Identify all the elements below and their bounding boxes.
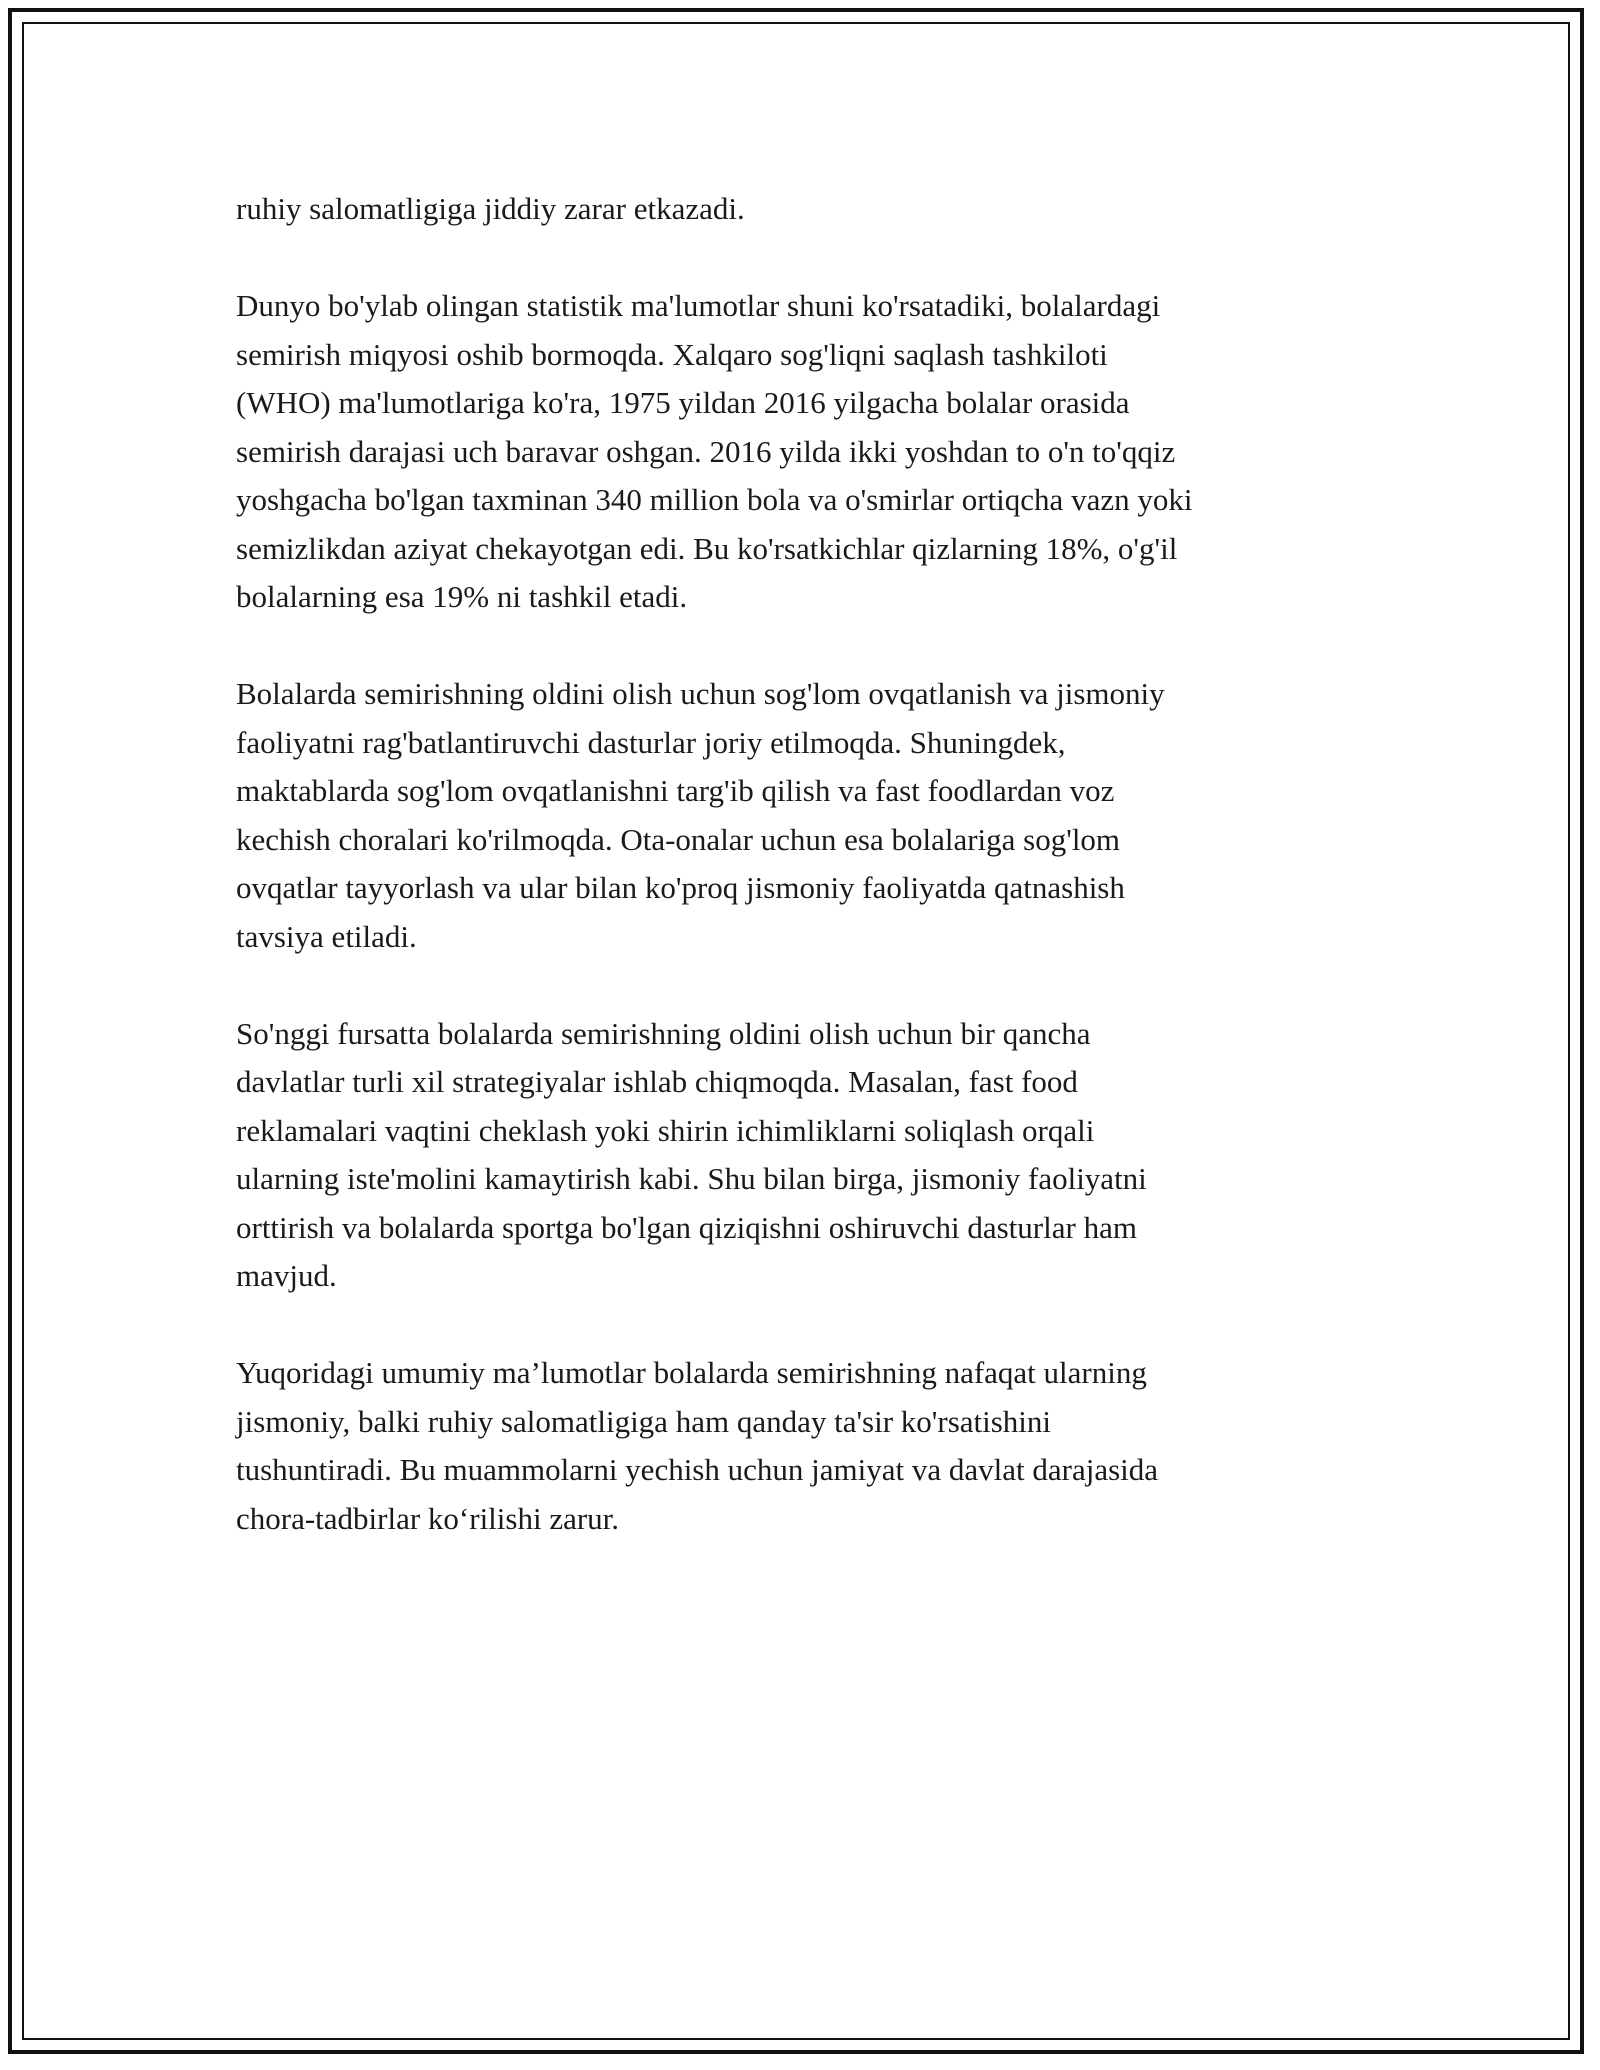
paragraph-1: ruhiy salomatligiga jiddiy zarar etkazadi. <box>236 191 745 226</box>
document-body <box>236 185 1376 1592</box>
paragraph-3: Bolalarda semirishning oldini olish uchun sog'lom ovqatlanish va jismoniy faoliyatni rag'batlantiruvchi dasturlar joriy etilmoqda. Shuningdek, maktablarda sog'lom ovqatlanishni targ'ib qilish va fast foodlardan voz kechish choralari ko'rilmoqda. Ota-onalar uchun esa bolalariga sog'lom ovqatlar tayyorlash va ular bilan ko'proq jismoniy faoliyatda qatnashish tavsiya etiladi. <box>236 676 1165 954</box>
paragraph-5: Yuqoridagi umumiy ma’lumotlar bolalarda semirishning nafaqat ularning jismoniy, balki ruhiy salomatligiga ham qanday ta'sir ko'rsatishini tushuntiradi. Bu muammolarni yechish uchun jamiyat va davlat darajasida chora-tadbirlar ko‘rilishi zarur. <box>236 1355 1159 1536</box>
paragraph-4: So'nggi fursatta bolalarda semirishning oldini olish uchun bir qancha davlatlar turli xil strategiyalar ishlab chiqmoqda. Masalan, fast food reklamalari vaqtini cheklash yoki shirin ichimliklarni soliqlash orqali ularning iste'molini kamaytirish kabi. Shu bilan birga, jismoniy faoliyatni orttirish va bolalarda sportga bo'lgan qiziqishni oshiruvchi dasturlar ham mavjud. <box>236 1015 1147 1293</box>
paragraph-2: Dunyo bo'ylab olingan statistik ma'lumotlar shuni ko'rsatadiki, bolalardagi semirish miqyosi oshib bormoqda. Xalqaro sog'liqni saqlash tashkiloti (WHO) ma'lumotlariga ko'ra, 1975 yildan 2016 yilgacha bolalar orasida semirish darajasi uch baravar oshgan. 2016 yilda ikki yoshdan to o'n to'qqiz yoshgacha bo'lgan taxminan 340 million bola va o'smirlar ortiqcha vazn yoki semizlikdan aziyat chekayotgan edi. Bu ko'rsatkichlar qizlarning 18%, o'g'il bolalarning esa 19% ni tashkil etadi. <box>236 288 1193 614</box>
